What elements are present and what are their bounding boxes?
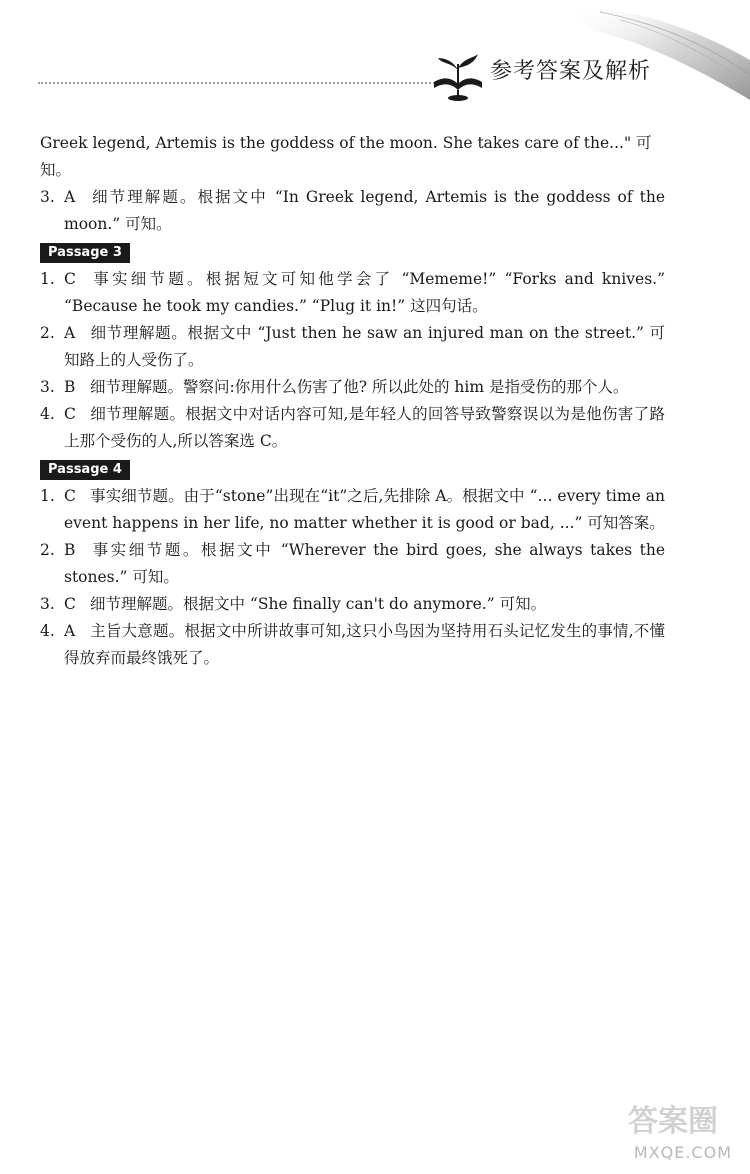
answer-letter: B (64, 541, 76, 559)
list-item (40, 483, 665, 537)
list-item (40, 591, 665, 618)
answer-letter: C (64, 487, 76, 505)
site-watermark (614, 1104, 744, 1170)
item-number: 3. (40, 378, 55, 396)
item-text: 细节理解题。根据文中对话内容可知,是年轻人的回答导致警察误以为是他伤害了路上那个受伤的人,所以答案选 C。 (64, 405, 665, 450)
answer-letter: C (64, 405, 76, 423)
list-item (40, 266, 665, 320)
answer-content (40, 130, 665, 672)
list-item (40, 320, 665, 374)
item-number: 3. (40, 188, 55, 206)
item-number: 2. (40, 541, 55, 559)
list-item (40, 401, 665, 455)
list-item (40, 184, 665, 238)
section-passage-4 (40, 455, 665, 672)
watermark-url: MXQE.COM (633, 1143, 732, 1162)
item-text: 事实细节题。由于“stone”出现在“it”之后,先排除 A。根据文中 “... every time an event happens in her life, no matter whether it is good or bad, ...” 可知答案。 (64, 487, 665, 532)
page-header-title: 参考答案及解析 (490, 59, 652, 84)
section-tag: Passage 4 (40, 460, 130, 480)
open-book-plant-icon (428, 52, 488, 104)
item-text: 细节理解题。警察问:你用什么伤害了他? 所以此处的 him 是指受伤的那个人。 (90, 378, 629, 396)
item-text: 细节理解题。根据文中 “In Greek legend, Artemis is the goddess of the moon.” 可知。 (64, 188, 665, 233)
answer-letter: A (64, 622, 76, 640)
brush-stroke-decoration (530, 0, 750, 105)
item-number: 1. (40, 487, 55, 505)
item-text: 事实细节题。根据文中 “Wherever the bird goes, she always takes the stones.” 可知。 (64, 541, 665, 586)
answer-letter: B (64, 378, 76, 396)
section-passage-3 (40, 238, 665, 455)
item-text: 事实细节题。根据短文可知他学会了 “Mememe!” “Forks and knives.” “Because he took my candies.” “Plug it in!” 这四句话。 (64, 270, 665, 315)
item-number: 4. (40, 622, 55, 640)
answer-letter: C (64, 595, 76, 613)
list-item (40, 618, 665, 672)
item-text: 细节理解题。根据文中 “Just then he saw an injured man on the street.” 可知路上的人受伤了。 (64, 324, 665, 369)
item-number: 1. (40, 270, 55, 288)
answer-letter: A (64, 324, 76, 342)
watermark-logo-text: 答案圈 (628, 1104, 718, 1139)
intro-continuation: Greek legend, Artemis is the goddess of the moon. She takes care of the..." 可知。 (40, 134, 652, 179)
item-number: 3. (40, 595, 55, 613)
section-tag: Passage 3 (40, 243, 130, 263)
header-dotted-rule (38, 82, 438, 84)
list-item (40, 537, 665, 591)
answer-letter: C (64, 270, 76, 288)
page-header (0, 0, 750, 110)
item-text: 细节理解题。根据文中 “She finally can't do anymore.” 可知。 (90, 595, 547, 613)
list-item (40, 374, 665, 401)
answer-letter: A (64, 188, 76, 206)
item-number: 2. (40, 324, 55, 342)
item-number: 4. (40, 405, 55, 423)
item-text: 主旨大意题。根据文中所讲故事可知,这只小鸟因为坚持用石头记忆发生的事情,不懂得放弃而最终饿死了。 (64, 622, 665, 667)
